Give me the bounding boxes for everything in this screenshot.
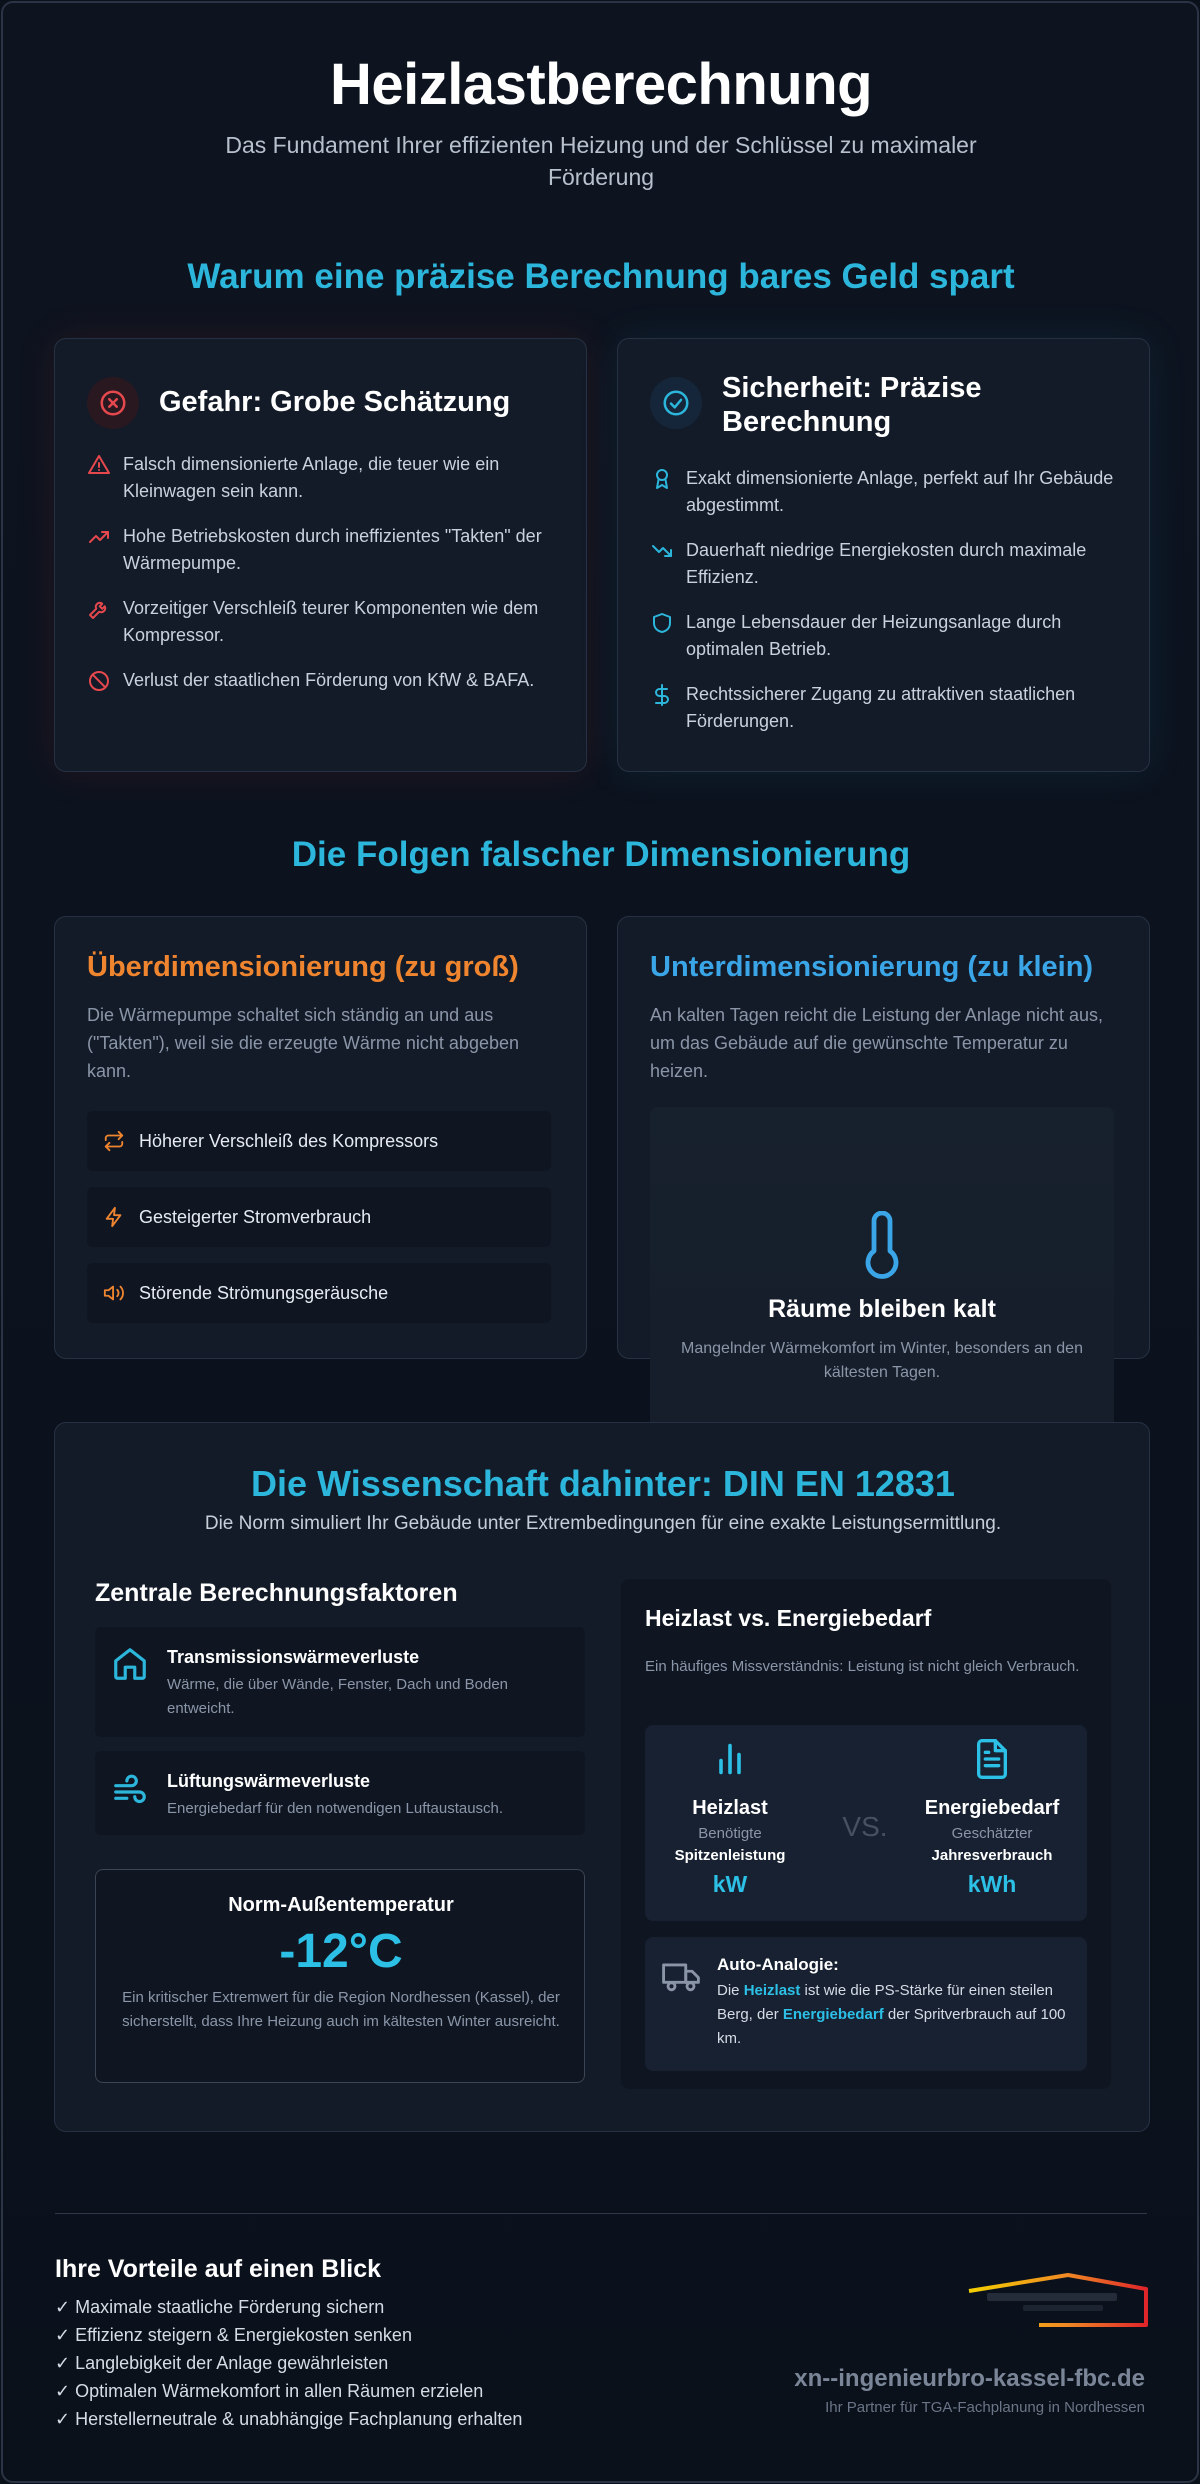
analogy-text-part: der Spritverbrauch auf 100 km. — [717, 2006, 1066, 2047]
wind-icon — [111, 1773, 149, 1811]
danger-card — [54, 338, 587, 772]
bar-chart-icon — [712, 1739, 748, 1779]
list-item-text: Vorzeitiger Verschleiß teurer Komponenten wie dem Kompressor. — [123, 598, 539, 645]
list-item — [650, 465, 1120, 519]
benefit-item: ✓ Optimalen Wärmekomfort in allen Räumen erzielen — [55, 2381, 484, 2401]
heizlast-unit: kW — [712, 1871, 748, 1897]
list-item — [87, 523, 557, 577]
oversize-card — [54, 916, 587, 1359]
list-item — [87, 1111, 551, 1171]
truck-icon — [661, 1957, 701, 1995]
undersize-text: An kalten Tagen reicht die Leistung der Anlage nicht aus, um das Gebäude auf die gewünschte Temperatur zu heizen. — [650, 1005, 1103, 1081]
factor-title: Lüftungswärmeverluste — [167, 1771, 371, 1791]
list-item — [650, 609, 1120, 663]
list-item-text: Lange Lebensdauer der Heizungsanlage durch optimalen Betrieb. — [686, 612, 1062, 659]
repeat-icon — [103, 1130, 125, 1152]
compare-panel — [621, 1579, 1111, 2089]
oversize-text: Die Wärmepumpe schaltet sich ständig an und aus ("Takten"), weil sie die erzeugte Wärme nicht abgeben kann. — [87, 1005, 519, 1081]
undersize-title: Unterdimensionierung (zu klein) — [650, 951, 1094, 983]
list-item-text: Rechtssicherer Zugang zu attraktiven staatlichen Förderungen. — [686, 684, 1076, 731]
list-item — [87, 667, 557, 694]
page-frame — [1, 1, 1199, 2483]
shield-icon — [650, 611, 674, 635]
benefit-item: ✓ Maximale staatliche Förderung sichern — [55, 2297, 385, 2317]
factor-text: Wärme, die über Wände, Fenster, Dach und Boden entweicht. — [167, 1676, 509, 1717]
science-card — [54, 1422, 1150, 2132]
analogy-box — [645, 1937, 1087, 2071]
norm-value: -12°C — [279, 1925, 403, 1978]
safe-card-title: Sicherheit: Präzise Berechnung — [722, 372, 982, 438]
wrench-icon — [87, 597, 111, 621]
cold-room-text: Mangelnder Wärmekomfort im Winter, besonders an den kältesten Tagen. — [681, 1340, 1083, 1381]
list-item-text: Störende Strömungsgeräusche — [139, 1282, 389, 1303]
analogy-text-part: ist wie die PS-Stärke für einen steilen Berg, der — [717, 1982, 1054, 2023]
list-item — [87, 1187, 551, 1247]
heizlast-title: Heizlast — [692, 1797, 768, 1819]
norm-text: Ein kritischer Extremwert für die Region Nordhessen (Kassel), der sicherstellt, dass Ihre Heizung auch im kältesten Winter ausreicht. — [122, 1989, 560, 2030]
factor-item — [95, 1627, 585, 1737]
science-heading: Die Wissenschaft dahinter: DIN EN 12831 — [251, 1463, 955, 1504]
trending-down-icon — [650, 539, 674, 563]
list-item-text: Höherer Verschleiß des Kompressors — [139, 1130, 439, 1151]
energiebedarf-line1: Geschätzter — [951, 1825, 1033, 1842]
energiebedarf-line2: Jahresverbrauch — [931, 1847, 1053, 1864]
lightning-icon — [103, 1206, 125, 1228]
compare-title: Heizlast vs. Energiebedarf — [645, 1605, 932, 1631]
compare-text: Ein häufiges Missverständnis: Leistung ist nicht gleich Verbrauch. — [645, 1658, 1080, 1675]
factor-title: Transmissionswärmeverluste — [167, 1647, 420, 1667]
footer-divider — [55, 2213, 1147, 2214]
company-logo — [963, 2265, 1153, 2337]
energiebedarf-unit: kWh — [967, 1871, 1017, 1897]
trending-up-icon — [87, 525, 111, 549]
energiebedarf-title: Energiebedarf — [924, 1797, 1060, 1819]
norm-temperature-box — [95, 1869, 585, 2083]
check-circle-icon — [650, 377, 702, 429]
list-item-text: Dauerhaft niedrige Energiekosten durch maximale Effizienz. — [686, 540, 1087, 587]
analogy-text — [717, 1979, 1067, 2051]
vs-label: VS. — [842, 1811, 888, 1842]
section-heading-consequences: Die Folgen falscher Dimensionierung — [291, 835, 911, 874]
section-heading-why: Warum eine präzise Berechnung bares Geld spart — [187, 257, 1015, 296]
house-icon — [111, 1645, 149, 1683]
undersize-card — [617, 916, 1150, 1381]
factor-item — [95, 1751, 585, 1835]
heizlast-line1: Benötigte — [698, 1825, 762, 1842]
list-item-text: Exakt dimensionierte Anlage, perfekt auf Ihr Gebäude abgestimmt. — [686, 468, 1114, 515]
dollar-icon — [650, 683, 674, 707]
x-circle-icon — [87, 377, 139, 429]
warning-icon — [87, 453, 111, 477]
company-domain[interactable]: xn--ingenieurbro-kassel-fbc.de — [794, 2365, 1145, 2392]
page-title: Heizlastberechnung — [329, 52, 873, 117]
list-item — [87, 595, 557, 649]
analogy-text-part: Die — [717, 1982, 744, 1999]
speaker-icon — [103, 1282, 125, 1304]
page-subtitle: Das Fundament Ihrer effizienten Heizung und der Schlüssel zu maximaler Förderung — [225, 132, 977, 190]
analogy-keyword: Energiebedarf — [782, 2006, 884, 2023]
compare-box — [645, 1725, 1087, 1921]
list-item — [87, 451, 557, 505]
heizlast-line2: Spitzenleistung — [674, 1847, 786, 1864]
document-icon — [972, 1737, 1012, 1781]
ban-icon — [87, 669, 111, 693]
award-icon — [650, 467, 674, 491]
oversize-title: Überdimensionierung (zu groß) — [87, 951, 519, 983]
science-subheading: Die Norm simuliert Ihr Gebäude unter Extrembedingungen für eine exakte Leistungsermittlung. — [204, 1513, 1002, 1534]
factor-text: Energiebedarf für den notwendigen Luftaustausch. — [167, 1800, 504, 1817]
list-item — [650, 681, 1120, 735]
benefit-item: ✓ Herstellerneutrale & unabhängige Fachplanung erhalten — [55, 2409, 523, 2429]
analogy-keyword: Heizlast — [743, 1982, 801, 1999]
danger-card-title: Gefahr: Grobe Schätzung — [159, 386, 511, 418]
list-item — [650, 537, 1120, 591]
safe-card — [617, 338, 1150, 772]
benefit-item: ✓ Langlebigkeit der Anlage gewährleisten — [55, 2353, 389, 2373]
company-tagline: Ihr Partner für TGA-Fachplanung in Nordhessen — [825, 2399, 1145, 2416]
norm-title: Norm-Außentemperatur — [228, 1894, 454, 1916]
analogy-title: Auto-Analogie: — [717, 1955, 839, 1974]
list-item — [87, 1263, 551, 1323]
thermometer-icon — [858, 1211, 906, 1279]
list-item-text: Gesteigerter Stromverbrauch — [139, 1206, 372, 1227]
list-item-text: Hohe Betriebskosten durch ineffizientes "Takten" der Wärmepumpe. — [123, 526, 542, 573]
factors-title: Zentrale Berechnungsfaktoren — [95, 1579, 458, 1607]
cold-room-title: Räume bleiben kalt — [768, 1295, 996, 1323]
list-item-text: Verlust der staatlichen Förderung von KfW & BAFA. — [123, 670, 535, 690]
list-item-text: Falsch dimensionierte Anlage, die teuer wie ein Kleinwagen sein kann. — [123, 454, 500, 501]
benefit-item: ✓ Effizienz steigern & Energiekosten senken — [55, 2325, 412, 2345]
benefits-title: Ihre Vorteile auf einen Blick — [55, 2255, 382, 2283]
